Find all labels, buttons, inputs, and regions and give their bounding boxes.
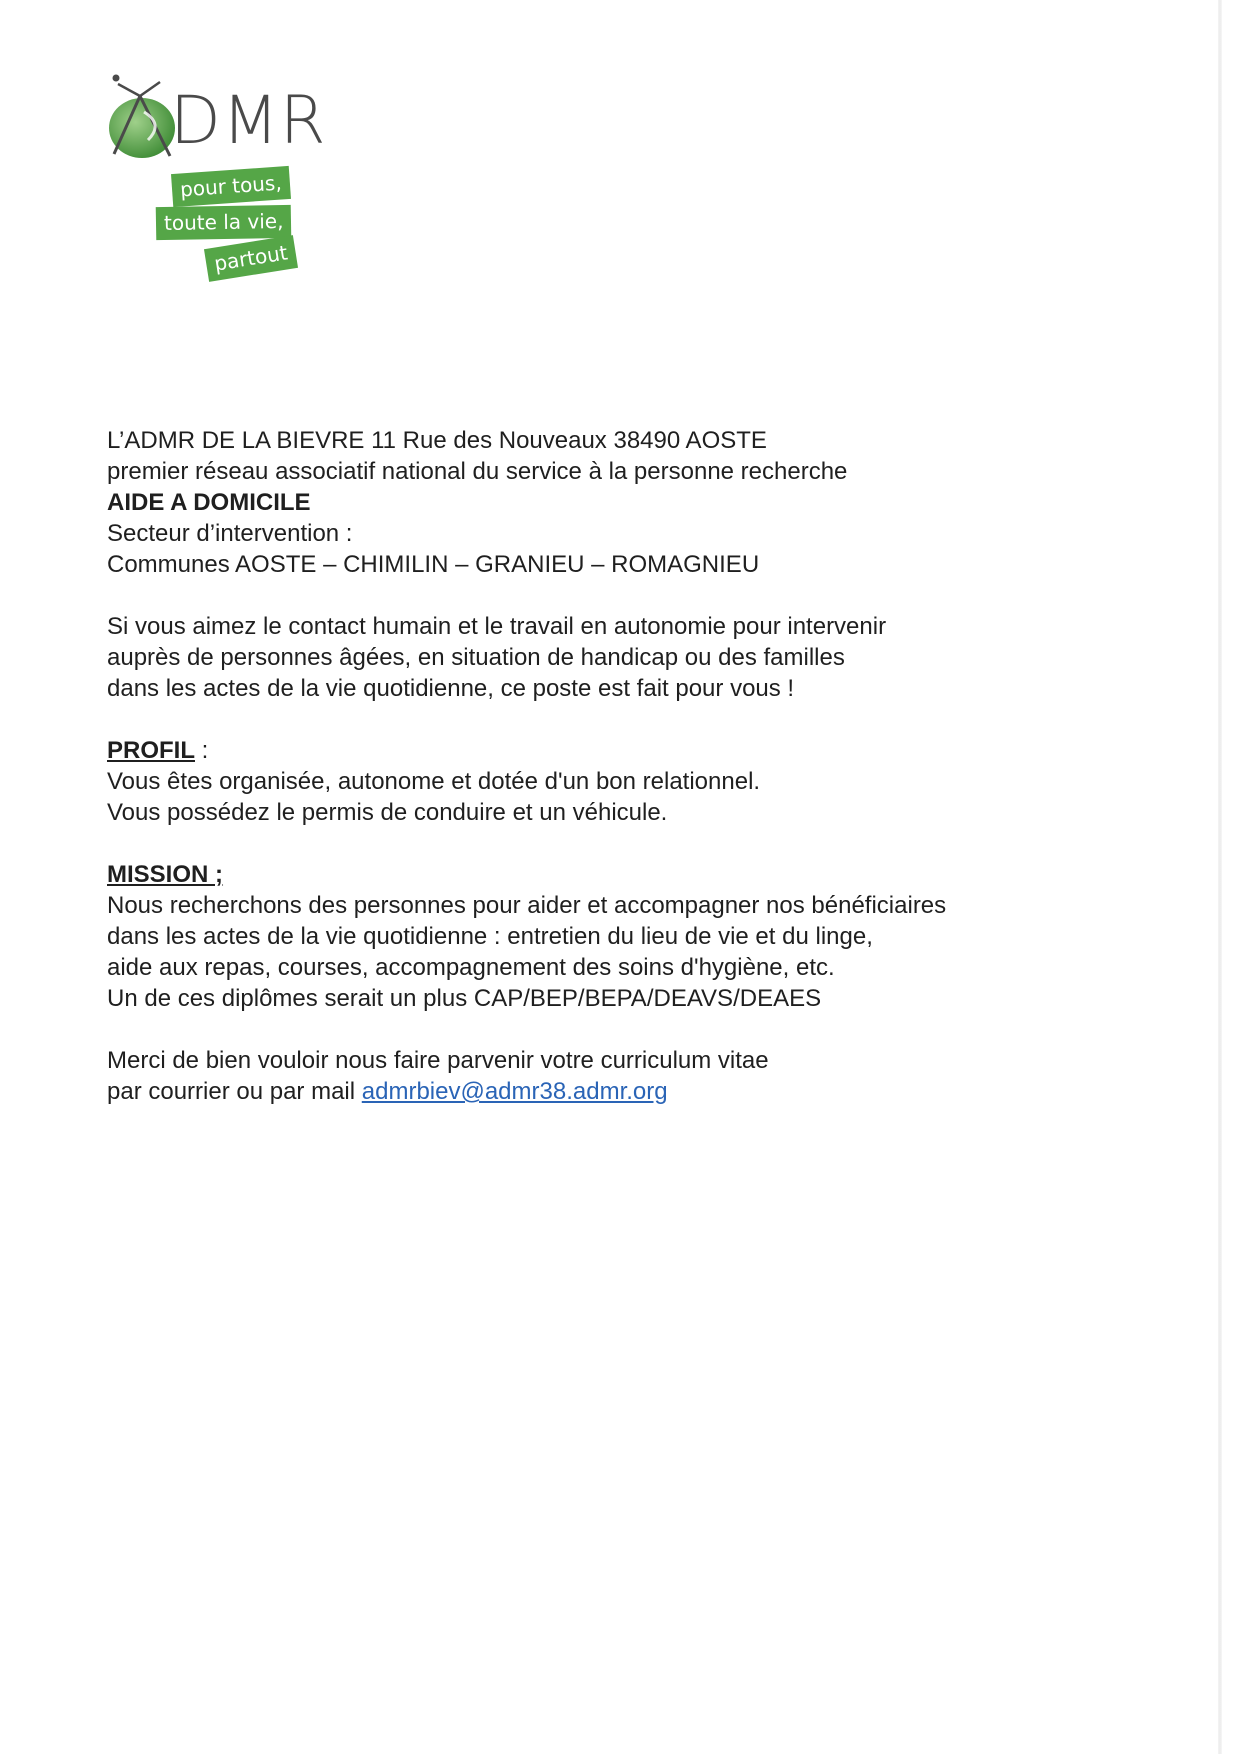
mission-line: Un de ces diplômes serait un plus CAP/BEP/BEPA/DEAVS/DEAES bbox=[107, 985, 822, 1012]
profil-heading-line bbox=[107, 735, 1107, 766]
mission-line: dans les actes de la vie quotidienne : entretien du lieu de vie et du linge, bbox=[107, 923, 873, 950]
pitch-line: dans les actes de la vie quotidienne, ce poste est fait pour vous ! bbox=[107, 675, 795, 702]
pitch-line: auprès de personnes âgées, en situation de handicap ou des familles bbox=[107, 644, 845, 671]
contact-email-line bbox=[107, 1076, 1107, 1107]
contact-line: Merci de bien vouloir nous faire parvenir votre curriculum vitae bbox=[107, 1047, 769, 1074]
scan-edge bbox=[1218, 0, 1222, 1754]
job-title: AIDE A DOMICILE bbox=[107, 489, 311, 516]
logo-tagline-2: toute la vie, bbox=[156, 205, 292, 240]
admr-logo bbox=[104, 74, 344, 284]
mission-heading: MISSION ; bbox=[107, 861, 224, 888]
profil-heading-suffix: : bbox=[195, 737, 209, 764]
intro-address-line: L’ADMR DE LA BIEVRE 11 Rue des Nouveaux 38490 AOSTE bbox=[107, 427, 767, 454]
pitch-line: Si vous aimez le contact humain et le travail en autonomie pour intervenir bbox=[107, 613, 887, 640]
mission-line: Nous recherchons des personnes pour aider et accompagner nos bénéficiaires bbox=[107, 892, 947, 919]
profil-heading: PROFIL bbox=[107, 737, 195, 764]
sector-communes: Communes AOSTE – CHIMILIN – GRANIEU – ROMAGNIEU bbox=[107, 551, 760, 578]
job-offer-body bbox=[107, 425, 1107, 1107]
sector-label: Secteur d’intervention : bbox=[107, 520, 353, 547]
profil-line: Vous êtes organisée, autonome et dotée d'un bon relationnel. bbox=[107, 768, 761, 795]
contact-prefix: par courrier ou par mail bbox=[107, 1078, 362, 1105]
mission-heading-line bbox=[107, 859, 1107, 890]
logo-tagline-3: partout bbox=[204, 235, 298, 282]
profil-line: Vous possédez le permis de conduire et un véhicule. bbox=[107, 799, 668, 826]
admr-logo-wordmark: DMR bbox=[170, 82, 327, 159]
intro-description-line: premier réseau associatif national du service à la personne recherche bbox=[107, 458, 848, 485]
contact-email-link[interactable]: admrbiev@admr38.admr.org bbox=[361, 1078, 668, 1105]
mission-line: aide aux repas, courses, accompagnement des soins d'hygiène, etc. bbox=[107, 954, 835, 981]
logo-tagline-1: pour tous, bbox=[171, 166, 291, 207]
